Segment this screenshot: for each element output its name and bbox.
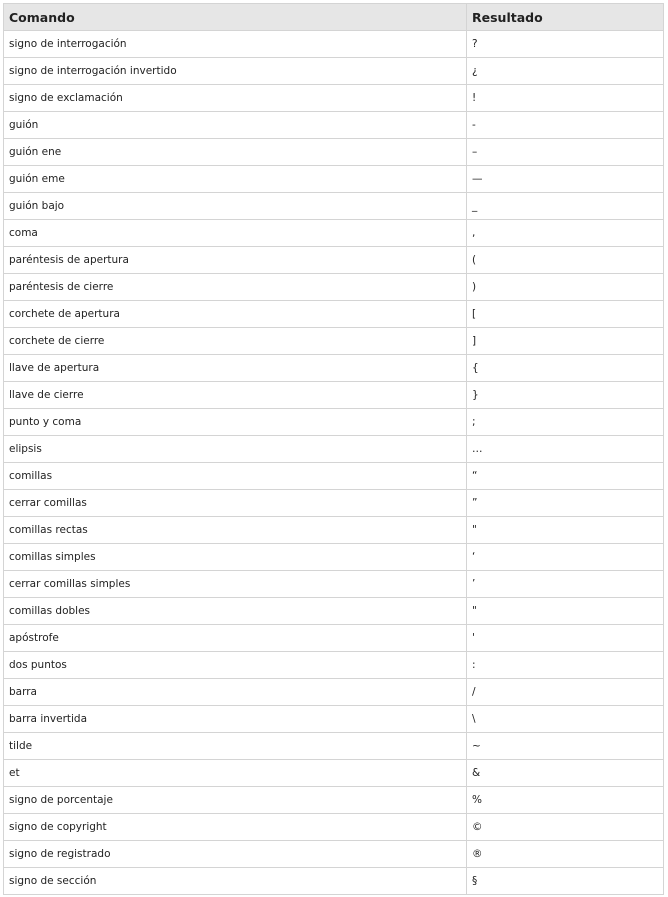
command-cell: signo de porcentaje	[4, 787, 467, 814]
table-row	[4, 247, 664, 274]
command-cell: signo de exclamación	[4, 85, 467, 112]
result-cell: “	[467, 463, 664, 490]
command-cell: guión	[4, 112, 467, 139]
table-row	[4, 490, 664, 517]
command-cell: guión eme	[4, 166, 467, 193]
result-cell: ,	[467, 220, 664, 247]
result-cell: §	[467, 868, 664, 895]
table-row	[4, 706, 664, 733]
command-cell: comillas rectas	[4, 517, 467, 544]
table-row	[4, 787, 664, 814]
command-cell: paréntesis de cierre	[4, 274, 467, 301]
result-cell: ”	[467, 490, 664, 517]
command-cell: dos puntos	[4, 652, 467, 679]
table-row	[4, 814, 664, 841]
result-cell: /	[467, 679, 664, 706]
command-cell: guión bajo	[4, 193, 467, 220]
result-cell: ]	[467, 328, 664, 355]
table-row	[4, 409, 664, 436]
result-cell: ?	[467, 31, 664, 58]
result-cell: '	[467, 625, 664, 652]
command-cell: signo de interrogación invertido	[4, 58, 467, 85]
command-cell: comillas dobles	[4, 598, 467, 625]
result-cell: ¿	[467, 58, 664, 85]
table-row	[4, 58, 664, 85]
command-cell: corchete de apertura	[4, 301, 467, 328]
table-row	[4, 193, 664, 220]
command-cell: signo de copyright	[4, 814, 467, 841]
table-row	[4, 760, 664, 787]
table-row	[4, 301, 664, 328]
table-body	[4, 31, 664, 895]
result-cell: ~	[467, 733, 664, 760]
table-row	[4, 625, 664, 652]
table-row	[4, 328, 664, 355]
commands-table-container	[3, 3, 664, 895]
command-cell: elipsis	[4, 436, 467, 463]
table-row	[4, 382, 664, 409]
table-row	[4, 598, 664, 625]
table-row	[4, 31, 664, 58]
result-cell: –	[467, 139, 664, 166]
result-cell: ;	[467, 409, 664, 436]
command-cell: barra invertida	[4, 706, 467, 733]
header-result: Resultado	[467, 4, 664, 31]
table-row	[4, 571, 664, 598]
result-cell: ©	[467, 814, 664, 841]
result-cell: :	[467, 652, 664, 679]
result-cell: [	[467, 301, 664, 328]
result-cell: (	[467, 247, 664, 274]
result-cell: ‘	[467, 544, 664, 571]
command-cell: cerrar comillas	[4, 490, 467, 517]
result-cell: ®	[467, 841, 664, 868]
header-command: Comando	[4, 4, 467, 31]
result-cell: _	[467, 193, 664, 220]
command-cell: punto y coma	[4, 409, 467, 436]
table-row	[4, 274, 664, 301]
command-cell: tilde	[4, 733, 467, 760]
result-cell: ’	[467, 571, 664, 598]
table-row	[4, 733, 664, 760]
command-cell: coma	[4, 220, 467, 247]
table-row	[4, 436, 664, 463]
result-cell: &	[467, 760, 664, 787]
command-cell: llave de apertura	[4, 355, 467, 382]
table-row	[4, 652, 664, 679]
table-row	[4, 355, 664, 382]
command-cell: comillas simples	[4, 544, 467, 571]
result-cell: \	[467, 706, 664, 733]
command-cell: paréntesis de apertura	[4, 247, 467, 274]
command-cell: signo de registrado	[4, 841, 467, 868]
table-row	[4, 841, 664, 868]
command-cell: llave de cierre	[4, 382, 467, 409]
command-cell: et	[4, 760, 467, 787]
table-row	[4, 220, 664, 247]
command-cell: cerrar comillas simples	[4, 571, 467, 598]
command-cell: comillas	[4, 463, 467, 490]
table-header-row	[4, 4, 664, 31]
table-row	[4, 166, 664, 193]
result-cell: —	[467, 166, 664, 193]
result-cell: %	[467, 787, 664, 814]
result-cell: !	[467, 85, 664, 112]
table-row	[4, 112, 664, 139]
command-cell: signo de interrogación	[4, 31, 467, 58]
table-row	[4, 679, 664, 706]
result-cell: -	[467, 112, 664, 139]
result-cell: "	[467, 598, 664, 625]
result-cell: "	[467, 517, 664, 544]
command-cell: guión ene	[4, 139, 467, 166]
table-row	[4, 544, 664, 571]
command-cell: signo de sección	[4, 868, 467, 895]
table-row	[4, 85, 664, 112]
table-row	[4, 868, 664, 895]
result-cell: …	[467, 436, 664, 463]
command-cell: corchete de cierre	[4, 328, 467, 355]
table-row	[4, 139, 664, 166]
table-row	[4, 463, 664, 490]
table-row	[4, 517, 664, 544]
result-cell: }	[467, 382, 664, 409]
commands-table	[3, 3, 664, 895]
result-cell: {	[467, 355, 664, 382]
command-cell: barra	[4, 679, 467, 706]
command-cell: apóstrofe	[4, 625, 467, 652]
result-cell: )	[467, 274, 664, 301]
